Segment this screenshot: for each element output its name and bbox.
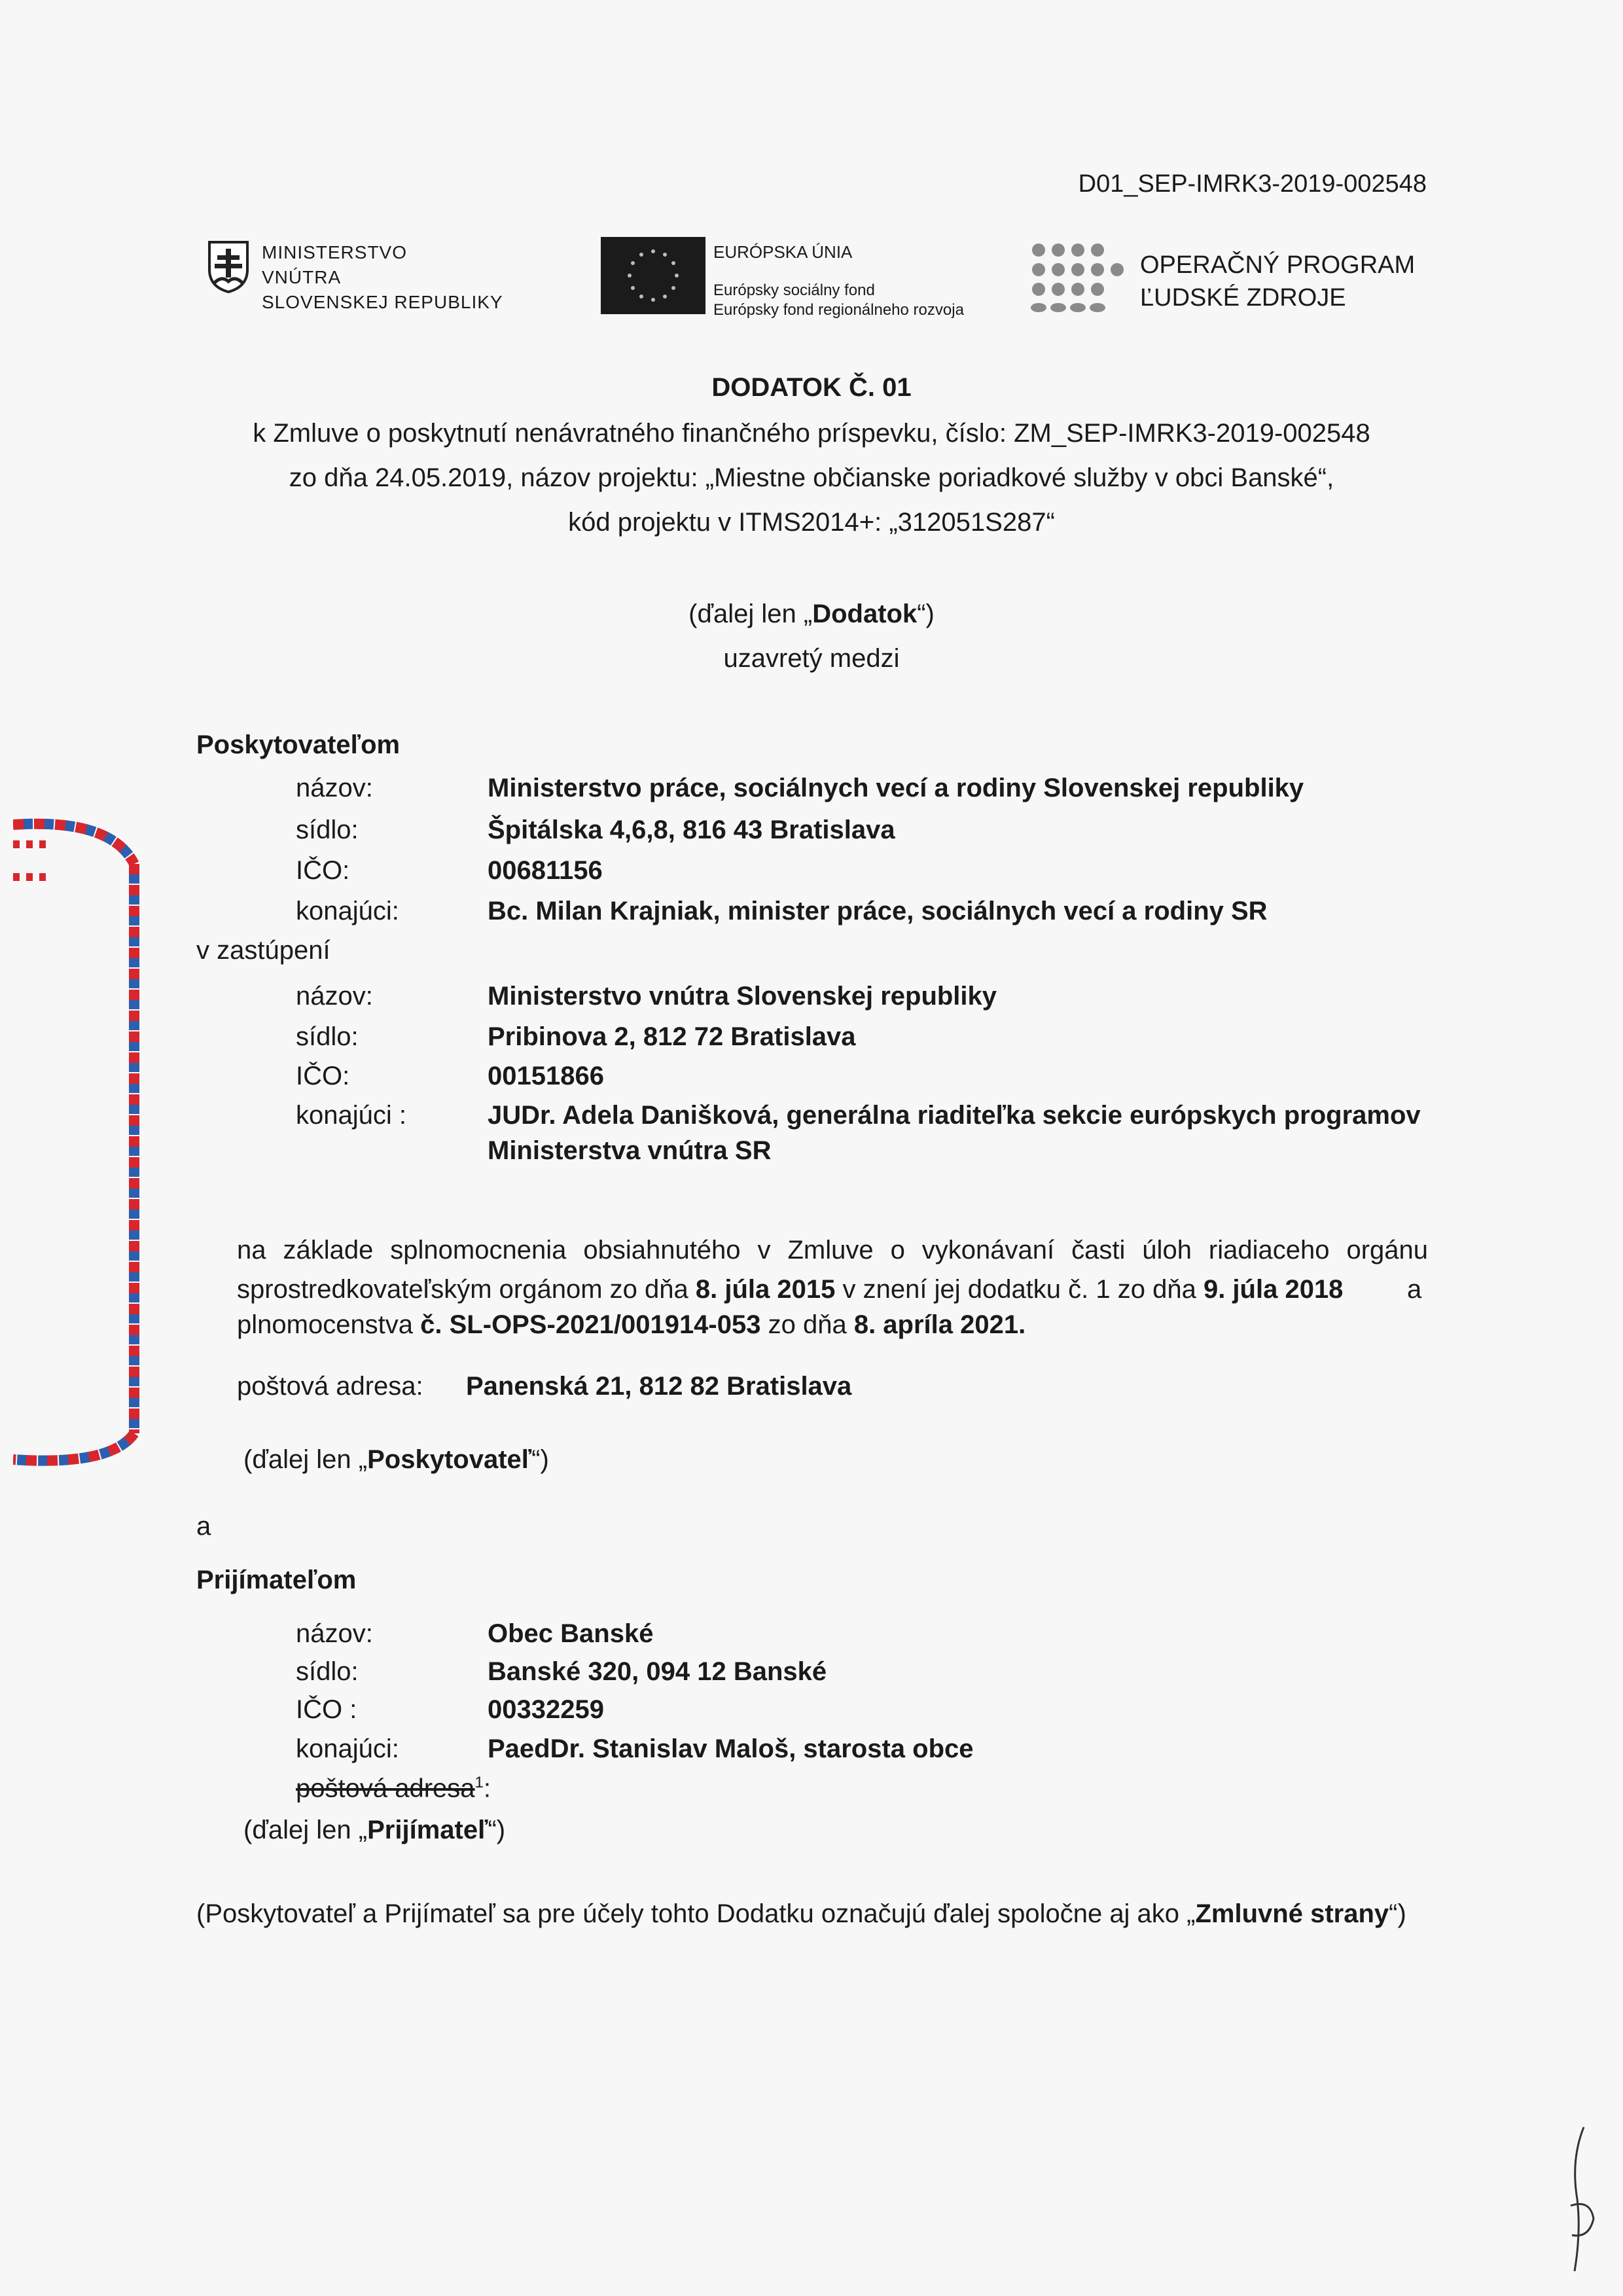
rep-label: konajúci : <box>296 1101 406 1130</box>
basis-line-2: sprostredkovateľským orgánom zo dňa 8. júla 2015 v znení jej dodatku č. 1 zo dňa 9. júla 2018 <box>237 1275 1344 1304</box>
provider-value: 00681156 <box>488 856 603 885</box>
provider-value: Bc. Milan Krajniak, minister práce, sociálnych vecí a rodiny SR <box>488 897 1268 925</box>
provider-label: IČO: <box>296 856 350 885</box>
document-title: DODATOK Č. 01 <box>711 373 912 402</box>
recipient-label: sídlo: <box>296 1657 359 1686</box>
rep-value: Ministerstvo vnútra Slovenskej republiky <box>488 982 997 1011</box>
erdf-label: Európsky fond regionálneho rozvoja <box>713 301 964 319</box>
recipient-heading: Prijímateľom <box>196 1566 357 1594</box>
basis-line-3: plnomocenstva č. SL-OPS-2021/001914-053 zo dňa 8. apríla 2021. <box>237 1310 1026 1339</box>
recipient-label: názov: <box>296 1619 373 1648</box>
further-poskytovatel: (ďalej len „Poskytovateľ“) <box>243 1445 549 1474</box>
recipient-label: konajúci: <box>296 1734 399 1763</box>
provider-value: Špitálska 4,6,8, 816 43 Bratislava <box>488 816 895 844</box>
rep-label: sídlo: <box>296 1022 359 1051</box>
rep-value-continued: Ministerstva vnútra SR <box>488 1136 772 1165</box>
recipient-value: Banské 320, 094 12 Banské <box>488 1657 827 1686</box>
handwritten-initials-icon <box>1558 2121 1603 2278</box>
ministry-label-2: VNÚTRA <box>262 267 342 287</box>
program-label-2: ĽUDSKÉ ZDROJE <box>1140 284 1346 312</box>
provider-label: sídlo: <box>296 816 359 844</box>
slovak-crest-icon <box>208 241 249 293</box>
provider-postal-value: Panenská 21, 812 82 Bratislava <box>466 1372 852 1401</box>
provider-value: Ministerstvo práce, sociálnych vecí a rodiny Slovenskej republiky <box>488 774 1304 802</box>
rep-label: názov: <box>296 982 373 1011</box>
eu-flag-icon <box>601 237 705 314</box>
title-line-1: k Zmluve o poskytnutí nenávratného finančného príspevku, číslo: ZM_SEP-IMRK3-2019-002548 <box>253 419 1370 448</box>
rep-value: JUDr. Adela Danišková, generálna riaditeľka sekcie európskych programov <box>488 1101 1421 1130</box>
recipient-value: 00332259 <box>488 1695 604 1724</box>
contracting-parties-sentence: (Poskytovateľ a Prijímateľ sa pre účely tohto Dodatku označujú ďalej spoločne aj ako „Zmluvné strany“) <box>196 1899 1406 1928</box>
ministry-label-3: SLOVENSKEJ REPUBLIKY <box>262 292 503 312</box>
eu-label: EURÓPSKA ÚNIA <box>713 242 853 262</box>
recipient-postal-label: poštová adresa$^1$: <box>296 1774 491 1803</box>
ministry-label-1: MINISTERSTVO <box>262 242 408 262</box>
recipient-value: Obec Banské <box>488 1619 654 1648</box>
recipient-label: IČO : <box>296 1695 357 1724</box>
title-line-2: zo dňa 24.05.2019, názov projektu: „Miestne občianske poriadkové služby v obci Banské“, <box>289 463 1334 492</box>
basis-line-2-end: a <box>1407 1275 1422 1304</box>
concluded-between: uzavretý medzi <box>723 644 900 673</box>
document-code: D01_SEP-IMRK3-2019-002548 <box>1078 170 1427 198</box>
provider-label: názov: <box>296 774 373 802</box>
recipient-value: PaedDr. Stanislav Maloš, starosta obce <box>488 1734 974 1763</box>
rep-value: 00151866 <box>488 1062 604 1090</box>
title-line-3: kód projektu v ITMS2014+: „312051S287“ <box>568 508 1055 537</box>
and-conjunction: a <box>196 1512 211 1541</box>
provider-postal-label: poštová adresa: <box>237 1372 423 1401</box>
provider-label: konajúci: <box>296 897 399 925</box>
binding-cord-icon <box>13 805 154 1479</box>
program-label-1: OPERAČNÝ PROGRAM <box>1140 251 1416 279</box>
represented-label: v zastúpení <box>196 936 330 965</box>
operational-program-logo-icon <box>1029 242 1127 314</box>
rep-label: IČO: <box>296 1062 350 1090</box>
esf-label: Európsky sociálny fond <box>713 281 875 299</box>
rep-value: Pribinova 2, 812 72 Bratislava <box>488 1022 856 1051</box>
further-dodatok: (ďalej len „Dodatok“) <box>688 600 935 628</box>
basis-line-1: na základe splnomocnenia obsiahnutého v Zmluve o vykonávaní časti úloh riadiaceho orgánu <box>237 1236 1428 1265</box>
provider-heading: Poskytovateľom <box>196 730 401 759</box>
further-prijimatel: (ďalej len „Prijímateľ“) <box>243 1816 506 1844</box>
